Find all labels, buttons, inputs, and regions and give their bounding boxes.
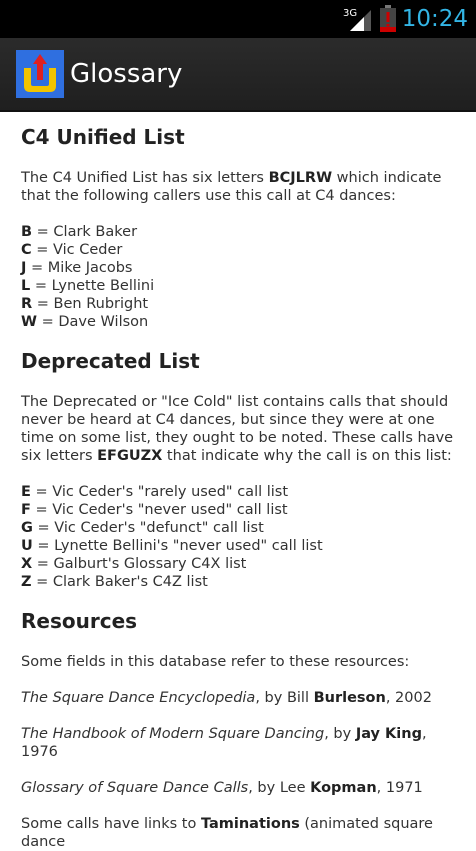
list-item: L = Lynette Bellini — [21, 278, 155, 294]
list-item: F = Vic Ceder's "never used" call list — [21, 502, 288, 518]
list-item: W = Dave Wilson — [21, 314, 149, 330]
section-heading-resources: Resources — [21, 609, 138, 633]
action-bar — [0, 38, 476, 112]
list-item: R = Ben Rubright — [21, 296, 149, 312]
resource-item: The Square Dance Encyclopedia, by Bill Burleson, 2002 — [21, 690, 432, 706]
deprecated-intro-text: The Deprecated or "Ice Cold" list contains calls that should never be heard at C4 dances, but since they were at one time on some list, they ought to be noted. These calls have six letters — [21, 394, 454, 464]
c4-letters: BCJLRW — [268, 170, 333, 186]
signal-3g-icon — [342, 6, 372, 32]
list-item: U = Lynette Bellini's "never used" call list — [21, 538, 323, 554]
resources-footer: Some calls have links to Taminations (animated square dance — [21, 816, 433, 850]
list-item: B = Clark Baker — [21, 224, 138, 240]
c4-intro-paragraph — [21, 169, 461, 205]
status-clock: 10:24 — [401, 6, 468, 32]
deprecated-intro-paragraph — [21, 393, 461, 465]
list-item: C = Vic Ceder — [21, 242, 123, 258]
list-item: X = Galburt's Glossary C4X list — [21, 556, 247, 572]
status-bar — [0, 0, 476, 38]
section-heading-c4-unified: C4 Unified List — [21, 125, 185, 149]
screen-title: Glossary — [70, 59, 183, 89]
deprecated-intro-text-end: that indicate why the call is on this list: — [162, 448, 452, 464]
app-logo-icon[interactable] — [16, 50, 64, 98]
c4-letter-list — [21, 223, 461, 331]
taminations-link[interactable]: Taminations — [200, 816, 300, 832]
list-item: J = Mike Jacobs — [21, 260, 133, 276]
resource-item: Glossary of Square Dance Calls, by Lee Kopman, 1971 — [21, 780, 423, 796]
glossary-content[interactable] — [21, 112, 461, 850]
c4-intro-text: The C4 Unified List has six letters — [21, 170, 269, 186]
section-heading-deprecated: Deprecated List — [21, 349, 200, 373]
list-item: Z = Clark Baker's C4Z list — [21, 574, 208, 590]
list-item: G = Vic Ceder's "defunct" call list — [21, 520, 264, 536]
network-type-label: 3G — [343, 8, 358, 19]
battery-low-icon — [379, 5, 397, 33]
deprecated-letters: EFGUZX — [97, 448, 163, 464]
c4-intro-text-end: which indicate that the following callers use this call at C4 dances: — [21, 170, 442, 204]
list-item: E = Vic Ceder's "rarely used" call list — [21, 484, 289, 500]
deprecated-letter-list — [21, 483, 461, 591]
resource-item: The Handbook of Modern Square Dancing, by Jay King, 1976 — [21, 726, 427, 760]
resources-intro: Some fields in this database refer to these resources: — [21, 654, 410, 670]
